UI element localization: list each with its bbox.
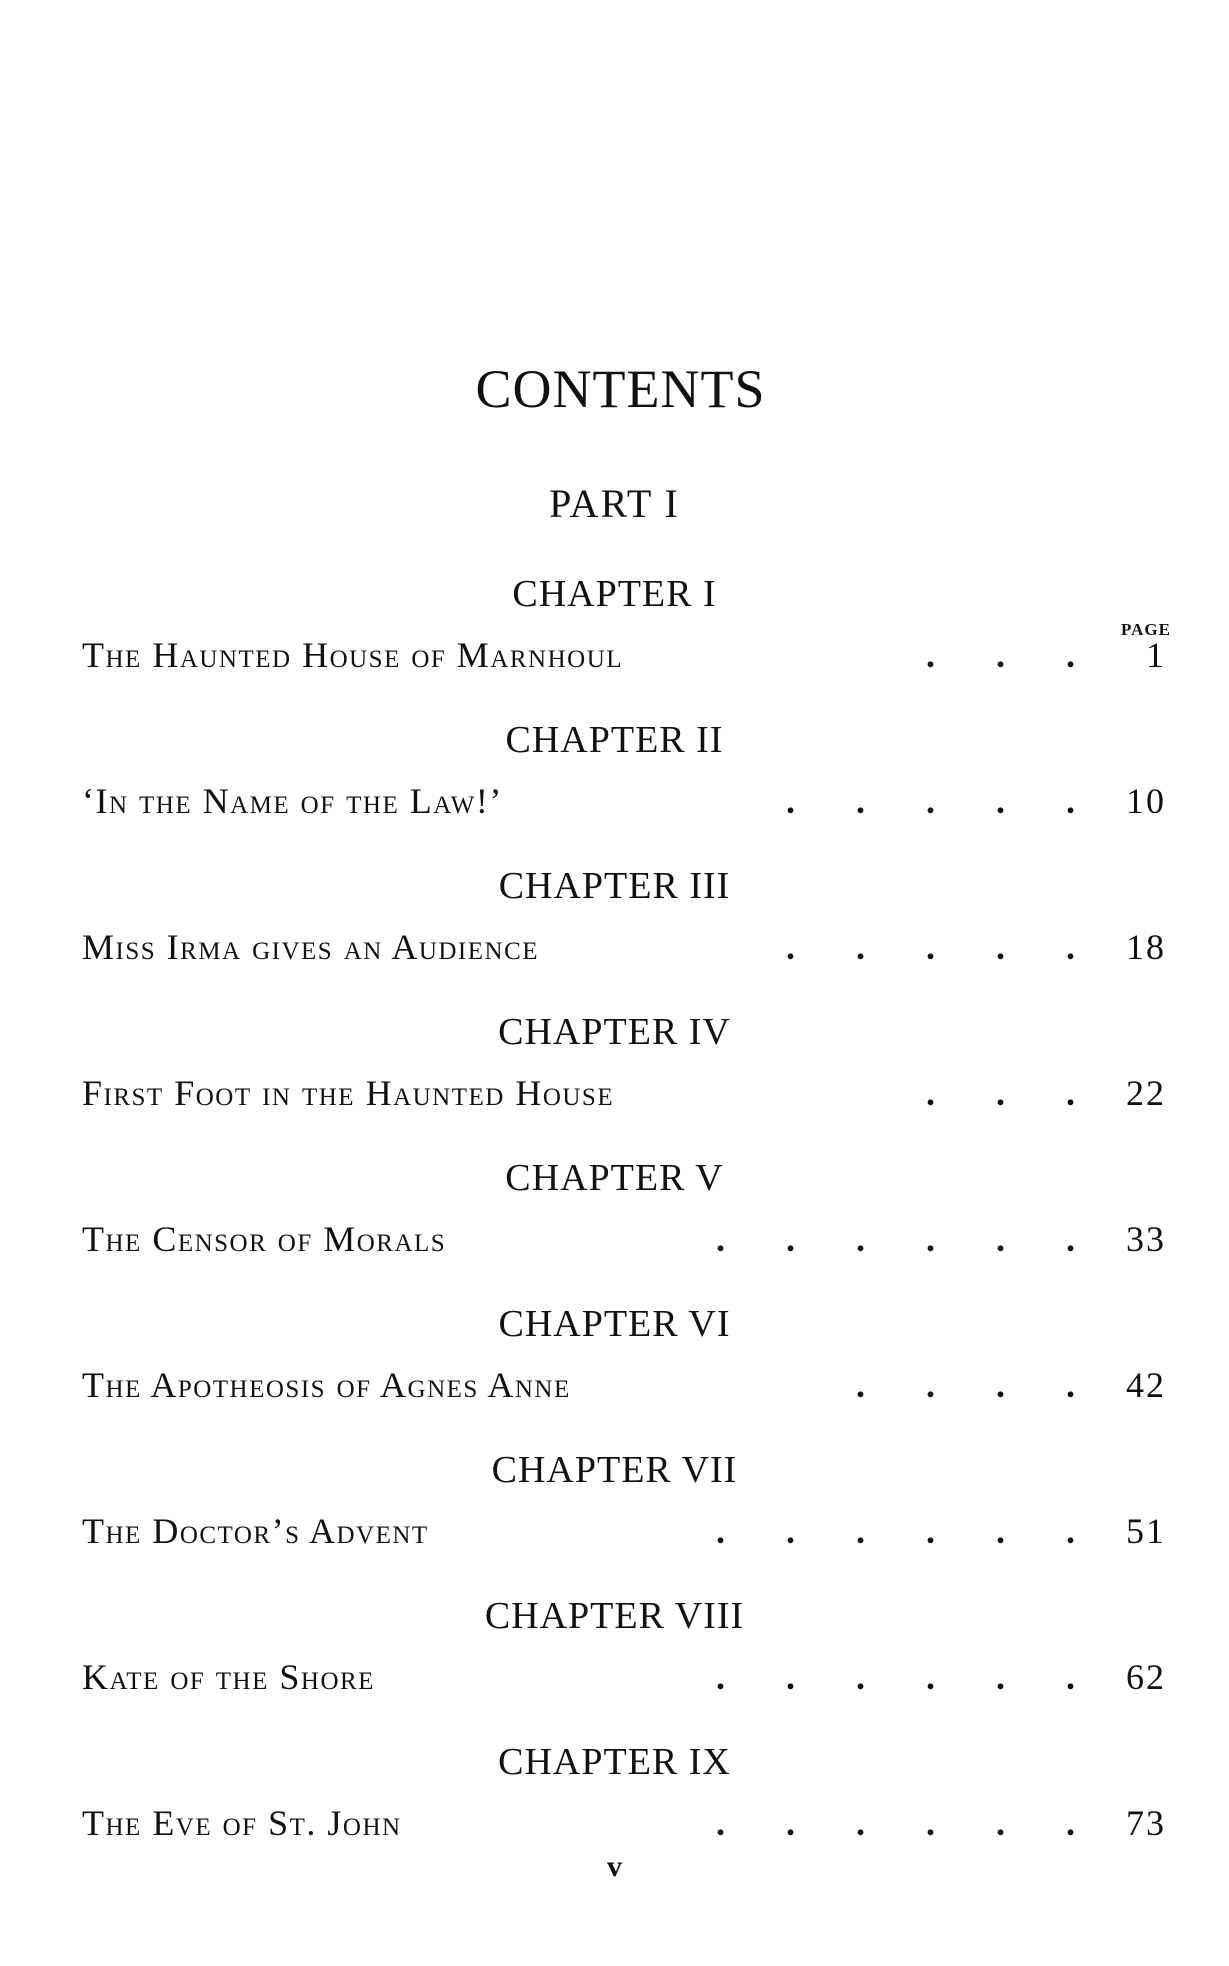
page-number: 42 — [1126, 1365, 1166, 1405]
chapter-title: The Haunted House of Marnhoul — [82, 635, 624, 675]
dot-leader: . . . . . . — [716, 1803, 1075, 1843]
chapter-title: The Eve of St. John — [82, 1803, 402, 1843]
chapter-heading: CHAPTER VI — [498, 1303, 731, 1345]
chapter-title: ‘In the Name of the Law!’ — [82, 781, 503, 821]
toc-entry[interactable] — [82, 926, 1166, 968]
chapter-heading: CHAPTER I — [512, 573, 717, 615]
page-number: 18 — [1126, 927, 1166, 967]
chapter-title: The Censor of Morals — [82, 1219, 447, 1259]
page-number: 73 — [1126, 1803, 1166, 1843]
chapter-heading: CHAPTER VII — [491, 1449, 738, 1491]
toc-entry[interactable] — [82, 1218, 1166, 1260]
dot-leader: . . . . . . — [716, 1219, 1075, 1259]
toc-entry[interactable] — [82, 780, 1166, 822]
part-heading: PART I — [549, 481, 680, 526]
chapter-heading: CHAPTER V — [505, 1157, 724, 1199]
dot-leader: . . . . . — [786, 781, 1075, 821]
page-number: 33 — [1126, 1219, 1166, 1259]
dot-leader: . . . . . . — [716, 1657, 1075, 1697]
chapter-heading: CHAPTER IX — [498, 1741, 731, 1783]
dot-leader: . . . . — [856, 1365, 1075, 1405]
dot-leader: . . . — [926, 635, 1075, 675]
chapter-heading: CHAPTER IV — [498, 1011, 731, 1053]
chapter-heading: CHAPTER II — [505, 719, 724, 761]
page-title: CONTENTS — [475, 359, 766, 419]
chapter-title: Miss Irma gives an Audience — [82, 927, 540, 967]
page-column-label: PAGE — [1121, 620, 1171, 639]
toc-entry[interactable] — [82, 1072, 1166, 1114]
page-folio: v — [607, 1850, 622, 1883]
chapter-heading: CHAPTER VIII — [484, 1595, 745, 1637]
dot-leader: . . . . . — [786, 927, 1075, 967]
page-number: 51 — [1126, 1511, 1166, 1551]
page-number: 22 — [1126, 1073, 1166, 1113]
chapter-heading: CHAPTER III — [498, 865, 731, 907]
chapter-title: The Apotheosis of Agnes Anne — [82, 1365, 571, 1405]
toc-entry[interactable] — [82, 634, 1166, 676]
chapter-title: Kate of the Shore — [82, 1657, 375, 1697]
toc-entry[interactable] — [82, 1656, 1166, 1698]
page-number: 1 — [1146, 635, 1166, 675]
toc-entry[interactable] — [82, 1510, 1166, 1552]
toc-entry[interactable] — [82, 1802, 1166, 1844]
page-number: 62 — [1126, 1657, 1166, 1697]
dot-leader: . . . . . . — [716, 1511, 1075, 1551]
chapter-title: The Doctor’s Advent — [82, 1511, 429, 1551]
chapter-title: First Foot in the Haunted House — [82, 1073, 615, 1113]
page-number: 10 — [1126, 781, 1166, 821]
dot-leader: . . . — [926, 1073, 1075, 1113]
toc-entry[interactable] — [82, 1364, 1166, 1406]
